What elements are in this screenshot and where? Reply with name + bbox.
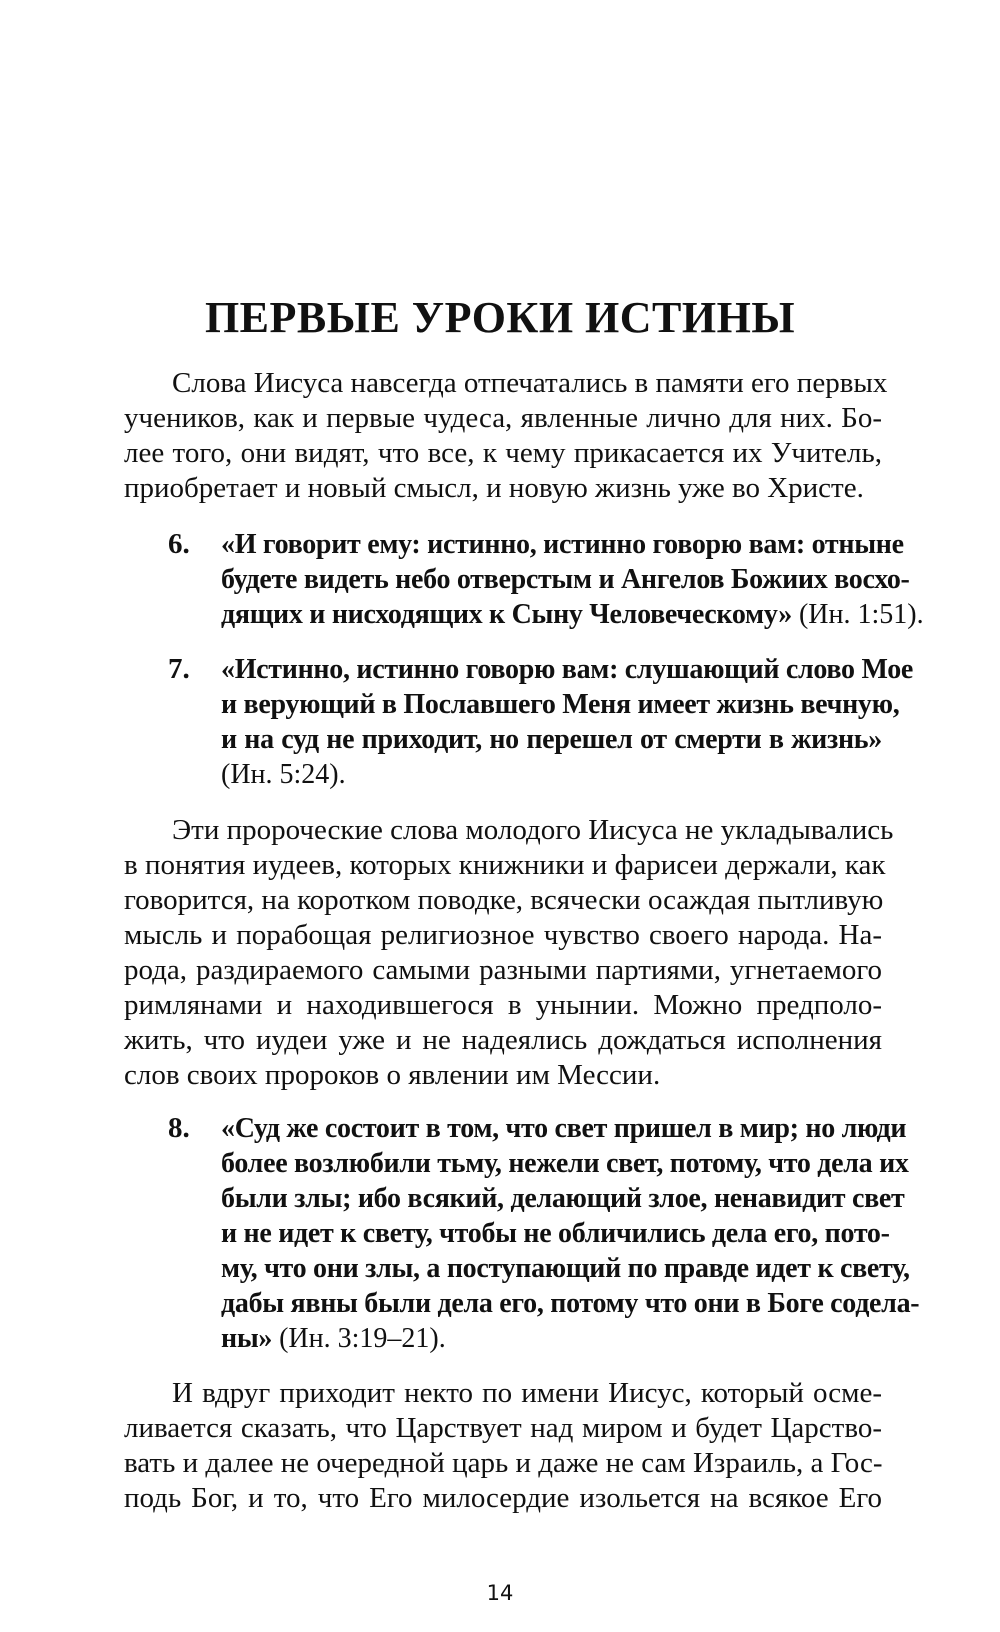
text-line: приобретает и новый смысл, и новую жизнь уже во Христе. (124, 472, 864, 504)
text-line: И вдруг приходит некто по имени Иисус, который осме- (172, 1377, 882, 1409)
text-line: Слова Иисуса навсегда отпечатались в памяти его первых (172, 367, 888, 399)
scripture-reference: (Ин. 3:19–21). (272, 1323, 446, 1354)
quote-line: «Суд же состоит в том, что свет пришел в мир; но люди (221, 1113, 907, 1144)
quote-line-last (221, 597, 924, 632)
text-line: Эти пророческие слова молодого Иисуса не укладывались (172, 814, 894, 846)
text-line: в понятия иудеев, которых книжники и фарисеи держали, как (124, 849, 886, 881)
quote-line: му, что они злы, а поступающий по правде идет к свету, (221, 1253, 910, 1284)
quote-number: 8. (168, 1112, 190, 1144)
quote-body (221, 652, 914, 792)
text-line: жить, что иудеи уже и не надеялись дождаться исполнения (124, 1024, 882, 1056)
text-line: подь Бог, и то, что Его милосердие изольется на всякое Его (124, 1482, 882, 1514)
quote-line: и не идет к свету, чтобы не обличились дела его, пото- (221, 1218, 890, 1249)
quote-line: и верующий в Пославшего Меня имеет жизнь вечную, (221, 689, 900, 720)
quote-number: 6. (168, 528, 190, 560)
text-line: римлянами и находившегося в унынии. Можно предполо- (124, 989, 882, 1021)
quote-line-last (221, 1321, 882, 1356)
text-line: рода, раздираемого самыми разными партиями, угнетаемого (124, 954, 882, 986)
scripture-reference: (Ин. 5:24). (221, 759, 346, 790)
quote-text: дящих и нисходящих к Сыну Человеческому» (221, 599, 792, 630)
text-line: лее того, они видят, что все, к чему прикасается их Учитель, (124, 437, 882, 469)
scripture-reference: (Ин. 1:51). (791, 599, 924, 630)
quote-number: 7. (168, 653, 190, 685)
text-line: вать и далее не очередной царь и даже не сам Израиль, а Гос- (124, 1447, 883, 1479)
quote-body (221, 1111, 920, 1356)
page-number: 14 (486, 1581, 514, 1605)
quote-body (221, 527, 924, 632)
quote-text: ны» (221, 1323, 273, 1354)
quote-line: дабы явны были дела его, потому что они в Боге содела- (221, 1288, 920, 1319)
text-line: говорится, на коротком поводке, всячески осаждая пытливую (124, 884, 884, 916)
paragraph-closing (124, 1376, 882, 1516)
quote-line: будете видеть небо отверстым и Ангелов Божиих восхо- (221, 564, 910, 595)
paragraph-intro (124, 366, 888, 506)
chapter-title: ПЕРВЫЕ УРОКИ ИСТИНЫ (204, 293, 796, 342)
paragraph-main (124, 813, 894, 1093)
text-line: слов своих пророков о явлении им Мессии. (124, 1059, 661, 1091)
quote-line: были злы; ибо всякий, делающий злое, ненавидит свет (221, 1183, 905, 1214)
text-line: учеников, как и первые чудеса, явленные лично для них. Бо- (124, 402, 882, 434)
quote-line: более возлюбили тьму, нежели свет, потому, что дела их (221, 1148, 909, 1179)
text-line: ливается сказать, что Царствует над миром и будет Царство- (124, 1412, 882, 1444)
text-line: мысль и порабощая религиозное чувство своего народа. На- (124, 919, 882, 951)
quote-line: «Истинно, истинно говорю вам: слушающий слово Мое (221, 654, 914, 685)
quote-line: и на суд не приходит, но перешел от смерти в жизнь» (221, 724, 882, 755)
quote-line: «И говорит ему: истинно, истинно говорю вам: отныне (221, 529, 904, 560)
